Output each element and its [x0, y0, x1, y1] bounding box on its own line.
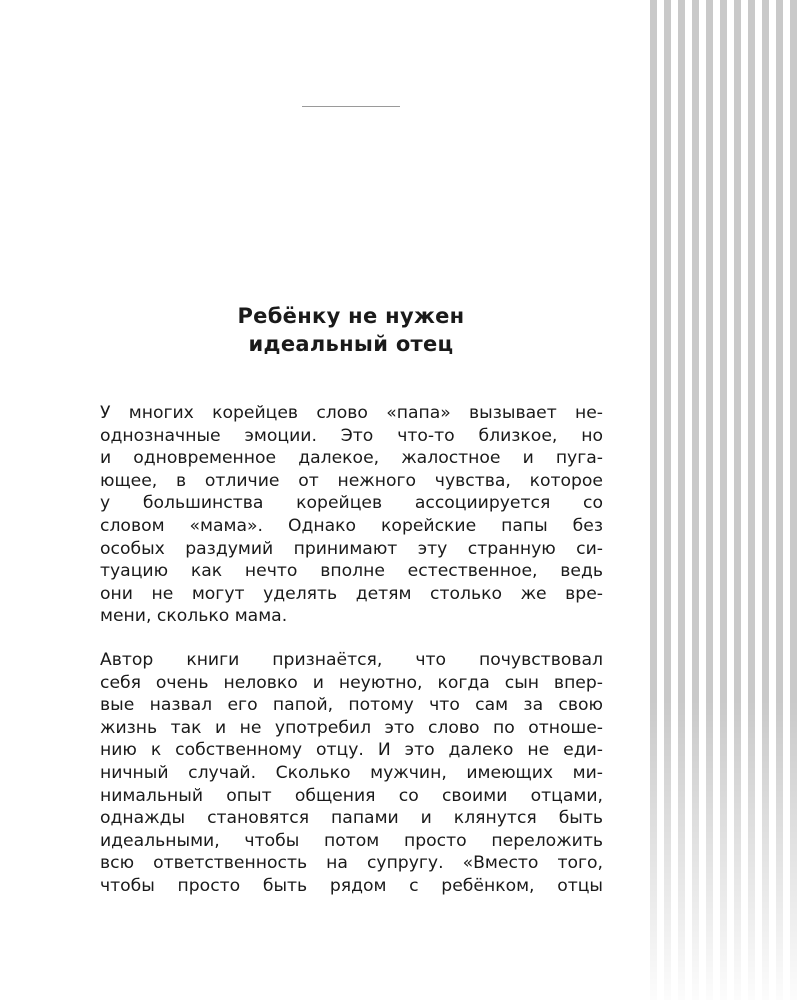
text-line: жизнь так и не употребил это слово по отноше-: [100, 717, 603, 738]
text-line: ющее, в отличие от нежного чувства, которое: [100, 470, 603, 491]
decorative-stripes: [650, 0, 800, 1000]
header-rule: [302, 106, 400, 107]
text-line: нию к собственному отцу. И это далеко не еди-: [100, 740, 603, 761]
text-line: всю ответственность на супругу. «Вместо того,: [100, 853, 603, 874]
text-line: у большинства корейцев ассоциируется со: [100, 493, 603, 514]
chapter-title-line-1: Ребёнку не нужен: [237, 304, 465, 328]
text-line: Автор книги признаётся, что почувствовал: [100, 649, 603, 670]
text-line: ничный случай. Сколько мужчин, имеющих ми-: [100, 762, 603, 783]
paragraph-2: [100, 649, 603, 898]
text-line: однажды становятся папами и клянутся быть: [100, 808, 603, 829]
text-line: мени, сколько мама.: [100, 606, 288, 627]
text-line: себя очень неловко и неуютно, когда сын впер-: [100, 672, 603, 693]
text-line: они не могут уделять детям столько же вре-: [100, 583, 603, 604]
body-text: [100, 402, 603, 918]
text-line: туацию как нечто вполне естественное, ведь: [100, 561, 603, 582]
text-line: словом «мама». Однако корейские папы без: [100, 515, 603, 536]
text-line: чтобы просто быть рядом с ребёнком, отцы: [100, 875, 603, 896]
text-line: однозначные эмоции. Это что-то близкое, но: [100, 425, 603, 446]
text-line: особых раздумий принимают эту странную си-: [100, 538, 603, 559]
text-line: идеальными, чтобы потом просто переложить: [100, 830, 603, 851]
paragraph-1: [100, 402, 603, 628]
text-line: У многих корейцев слово «папа» вызывает не-: [100, 403, 603, 423]
text-line: вые назвал его папой, потому что сам за свою: [100, 695, 603, 716]
text-line: нимальный опыт общения со своими отцами,: [100, 785, 603, 806]
text-line: и одновременное далекое, жалостное и пуга-: [100, 448, 603, 469]
chapter-title-line-2: идеальный отец: [248, 332, 454, 356]
chapter-title: [100, 302, 602, 358]
